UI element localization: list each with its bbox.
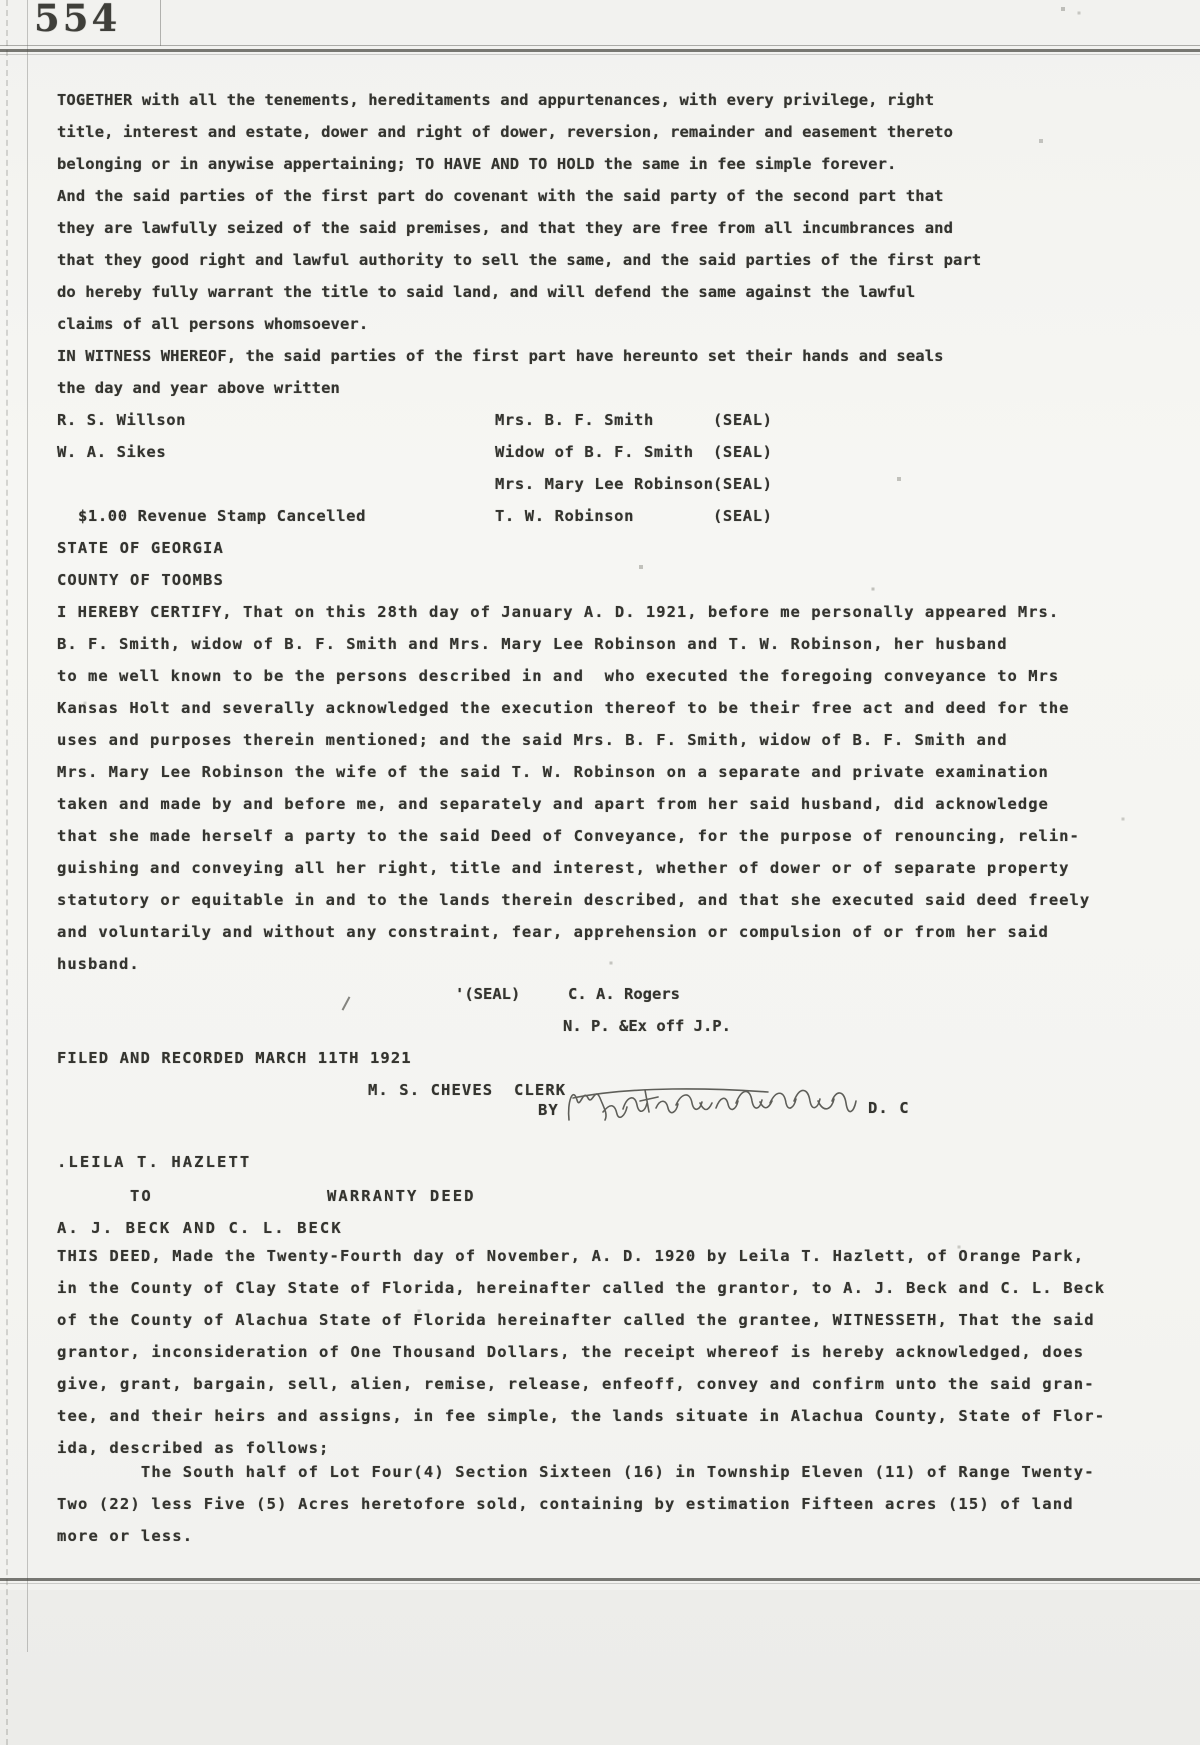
party-signature-row xyxy=(495,500,855,532)
text-line: Mrs. Mary Lee Robinson the wife of the said T. W. Robinson on a separate and private examination xyxy=(57,763,1049,781)
state-caption: STATE OF GEORGIA xyxy=(57,539,224,557)
notary-certification-paragraph xyxy=(57,596,1090,980)
signatory-name: T. W. Robinson xyxy=(495,507,635,525)
notary-name: C. A. Rogers xyxy=(568,985,680,1003)
party-signature-row xyxy=(495,468,855,500)
clerk-attestation: M. S. CHEVES CLERK xyxy=(368,1081,567,1099)
page-number: 554 xyxy=(34,0,121,40)
left-margin-rule xyxy=(27,0,28,1652)
signatory-name: Mrs. Mary Lee Robinson xyxy=(495,475,714,493)
stray-pen-mark xyxy=(342,996,351,1010)
text-line: of the County of Alachua State of Florida hereinafter called the grantee, WITNESSETH, That the said xyxy=(57,1311,1095,1329)
header-double-rule xyxy=(0,45,1200,55)
text-line: THIS DEED, Made the Twenty-Fourth day of November, A. D. 1920 by Leila T. Hazlett, of Orange Park, xyxy=(57,1247,1085,1265)
text-line: that she made herself a party to the said Deed of Conveyance, for the purpose of renouncing, relin- xyxy=(57,827,1080,845)
text-line: to me well known to be the persons described in and who executed the foregoing conveyance to Mrs xyxy=(57,667,1060,685)
filing-record-line: FILED AND RECORDED MARCH 11TH 1921 xyxy=(57,1049,412,1067)
notary-title: N. P. &Ex off J.P. xyxy=(563,1017,731,1035)
text-line: Kansas Holt and severally acknowledged the execution thereof to be their free act and deed for the xyxy=(57,699,1070,717)
text-line: statutory or equitable in and to the lands therein described, and that she executed said deed freely xyxy=(57,891,1091,909)
text-line: do hereby fully warrant the title to said land, and will defend the same against the lawful xyxy=(57,283,916,301)
clerk-handwritten-signature xyxy=(563,1078,873,1132)
witness-signature: R. S. Willson xyxy=(57,411,187,429)
text-line: I HEREBY CERTIFY, That on this 28th day of January A. D. 1921, before me personally appeared Mrs. xyxy=(57,603,1060,621)
text-line: tee, and their heirs and assigns, in fee simple, the lands situate in Alachua County, State of Flor- xyxy=(57,1407,1106,1425)
text-line: belonging or in anywise appertaining; TO HAVE AND TO HOLD the same in fee simple forever. xyxy=(57,155,897,173)
by-label: BY xyxy=(538,1101,559,1119)
seal-label: (SEAL) xyxy=(713,507,773,525)
text-line: The South half of Lot Four(4) Section Sixteen (16) in Township Eleven (11) of Range Twenty- xyxy=(57,1463,1095,1481)
deputy-clerk-initials: D. C xyxy=(868,1099,910,1117)
signatory-name: Widow of B. F. Smith xyxy=(495,443,694,461)
seal-label: (SEAL) xyxy=(713,443,773,461)
signatory-name: Mrs. B. F. Smith xyxy=(495,411,654,429)
text-line: title, interest and estate, dower and right of dower, reversion, remainder and easement thereto xyxy=(57,123,954,141)
deed2-grantee-names: A. J. BECK AND C. L. BECK xyxy=(57,1219,343,1237)
county-caption: COUNTY OF TOOMBS xyxy=(57,571,224,589)
text-line: that they good right and lawful authority to sell the same, and the said parties of the first part xyxy=(57,251,982,269)
text-line: And the said parties of the first part do covenant with the said party of the second part that xyxy=(57,187,944,205)
deed1-body-paragraph xyxy=(57,84,981,404)
deed2-property-description xyxy=(57,1456,1095,1552)
footer-double-rule xyxy=(0,1578,1200,1584)
text-line: they are lawfully seized of the said premises, and that they are free from all incumbrances and xyxy=(57,219,954,237)
revenue-stamp-note: $1.00 Revenue Stamp Cancelled xyxy=(78,507,367,525)
text-line: more or less. xyxy=(57,1527,194,1545)
deed2-document-title: WARRANTY DEED xyxy=(327,1187,476,1205)
text-line: guishing and conveying all her right, title and interest, whether of dower or of separate property xyxy=(57,859,1070,877)
text-line: ida, described as follows; xyxy=(57,1439,330,1457)
page-bottom-margin xyxy=(0,1590,1200,1745)
deed2-to-label: TO xyxy=(130,1187,153,1205)
text-line: the day and year above written xyxy=(57,379,340,397)
text-line: uses and purposes therein mentioned; and the said Mrs. B. F. Smith, widow of B. F. Smith and xyxy=(57,731,1008,749)
notary-seal-label: '(SEAL) xyxy=(455,985,521,1003)
text-line: give, grant, bargain, sell, alien, remise, release, enfeoff, convey and confirm unto the said gran- xyxy=(57,1375,1095,1393)
top-column-rule xyxy=(160,0,161,46)
text-line: grantor, inconsideration of One Thousand Dollars, the receipt whereof is hereby acknowledged, does xyxy=(57,1343,1085,1361)
text-line: IN WITNESS WHEREOF, the said parties of the first part have hereunto set their hands and seals xyxy=(57,347,944,365)
text-line: TOGETHER with all the tenements, hereditaments and appurtenances, with every privilege, right xyxy=(57,91,935,109)
seal-label: (SEAL) xyxy=(713,411,773,429)
deed2-body-paragraph xyxy=(57,1240,1105,1464)
text-line: claims of all persons whomsoever. xyxy=(57,315,369,333)
party-signature-row xyxy=(495,436,855,468)
text-line: taken and made by and before me, and separately and apart from her said husband, did acknowledge xyxy=(57,795,1049,813)
party-signature-row xyxy=(495,404,855,436)
text-line: and voluntarily and without any constraint, fear, apprehension or compulsion of or from her said xyxy=(57,923,1049,941)
seal-label: (SEAL) xyxy=(713,475,773,493)
scan-noise-specks xyxy=(0,0,2,2)
witness-signature: W. A. Sikes xyxy=(57,443,167,461)
deed2-grantor-name: .LEILA T. HAZLETT xyxy=(57,1153,252,1171)
text-line: B. F. Smith, widow of B. F. Smith and Mrs. Mary Lee Robinson and T. W. Robinson, her husband xyxy=(57,635,1008,653)
text-line: husband. xyxy=(57,955,140,973)
text-line: in the County of Clay State of Florida, hereinafter called the grantor, to A. J. Beck and C. L. Beck xyxy=(57,1279,1106,1297)
page-edge-perforation xyxy=(6,0,8,1745)
text-line: Two (22) less Five (5) Acres heretofore sold, containing by estimation Fifteen acres (15) of land xyxy=(57,1495,1074,1513)
